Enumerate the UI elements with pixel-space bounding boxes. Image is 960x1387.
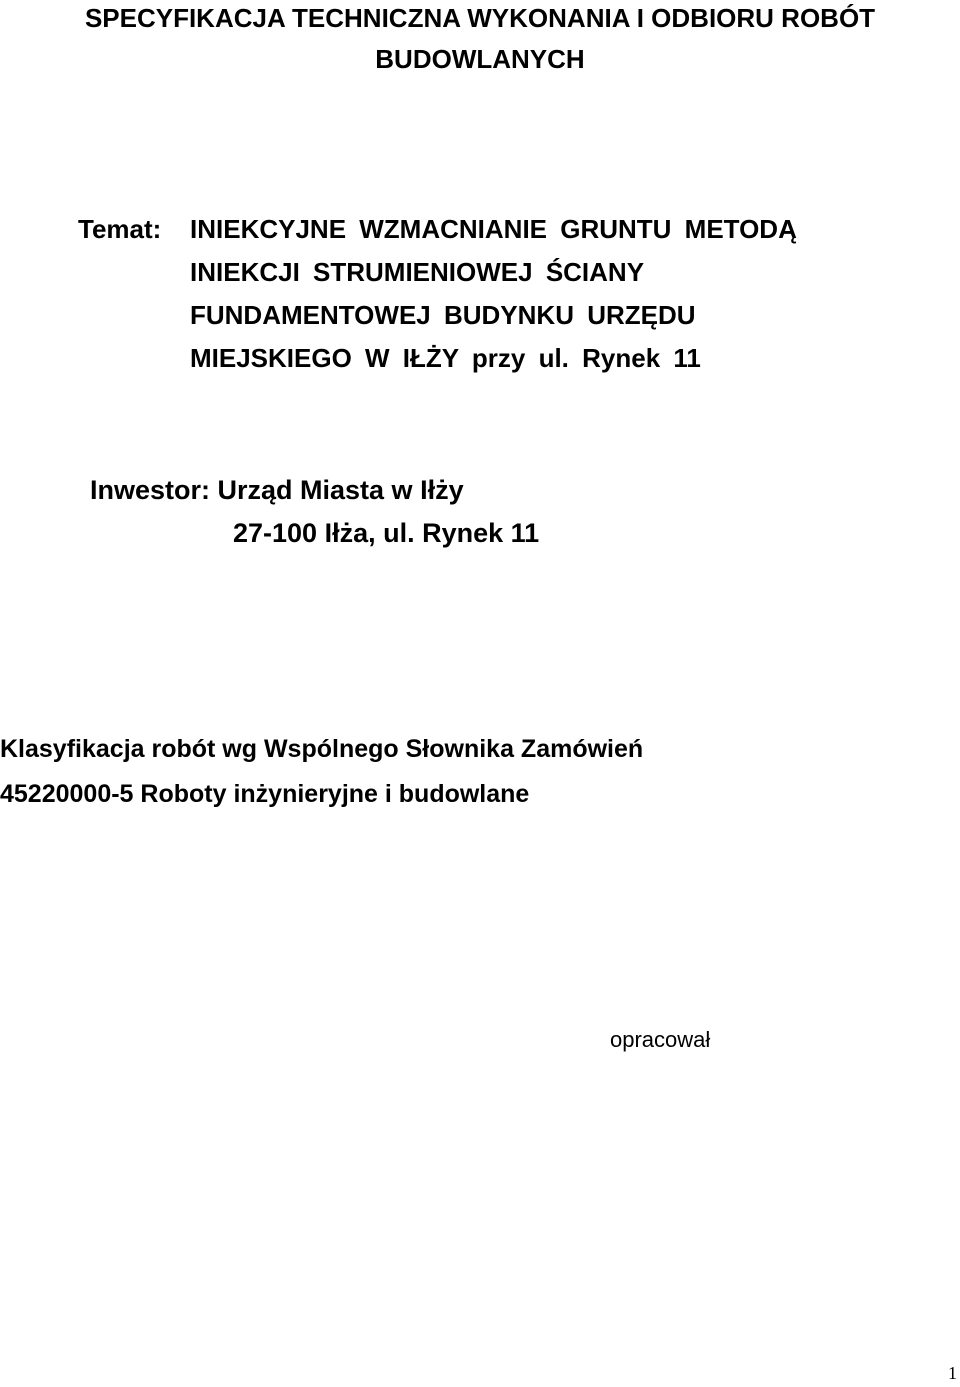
topic-line-4: MIEJSKIEGO W IŁŻY przy ul. Rynek 11 [190, 343, 701, 373]
topic-line-3: FUNDAMENTOWEJ BUDYNKU URZĘDU [190, 300, 696, 330]
classification-heading: Klasyfikacja robót wg Wspólnego Słownika Zamówień [0, 735, 644, 763]
prepared-by-label: opracował [610, 1027, 711, 1052]
investor-name: Inwestor: Urząd Miasta w Iłży [90, 475, 464, 505]
document-title-line-2: BUDOWLANYCH [375, 44, 585, 74]
topic-line-1: INIEKCYJNE WZMACNIANIE GRUNTU METODĄ [190, 214, 797, 244]
page-number: 1 [948, 1363, 957, 1383]
topic-line-2: INIEKCJI STRUMIENIOWEJ ŚCIANY [190, 257, 645, 287]
classification-code: 45220000-5 Roboty inżynieryjne i budowlane [0, 780, 530, 808]
investor-address: 27-100 Iłża, ul. Rynek 11 [233, 518, 540, 548]
topic-label: Temat: [78, 214, 162, 244]
document-title-line-1: SPECYFIKACJA TECHNICZNA WYKONANIA I ODBIORU ROBÓT [84, 3, 876, 33]
